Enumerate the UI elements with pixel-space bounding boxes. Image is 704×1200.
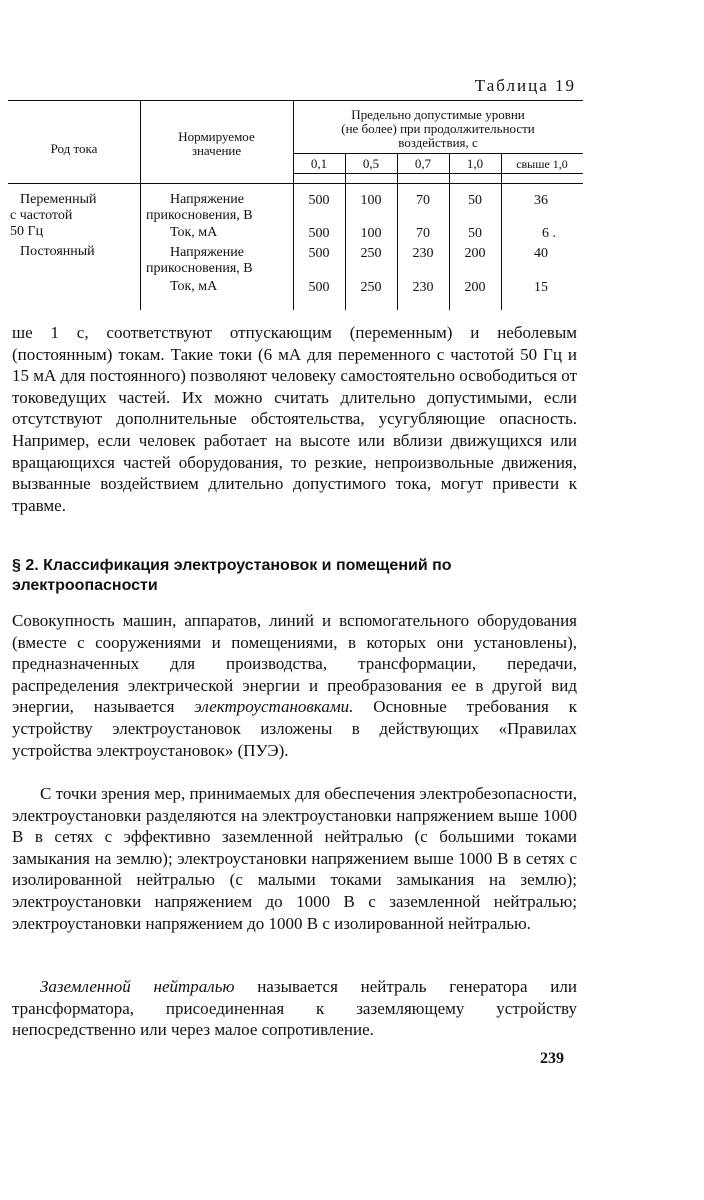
table-cell: 15 [534,280,548,295]
table-cell: 36 [534,193,548,208]
limits-table [8,100,583,310]
table-cell: 200 [464,280,486,295]
table-cell: 500 [308,226,330,241]
table-cell: 70 [416,226,430,241]
header-limit-levels: Предельно допустимые уровни (не более) при продолжительности воздействия, с [341,107,535,150]
page-number: 239 [540,1050,564,1067]
row-label-dc-current: Ток, мА [170,279,218,294]
term-electrical-installations: электроустановками. [194,697,354,717]
table-cell: 200 [464,246,486,261]
header-normed-value: Нормируемое значение [178,129,255,158]
paragraph-allowable-currents: ше 1 с, соответствуют отпускающим (переменным) и неболевым (постоянным) токам. Такие токи (6 мА для переменного с частотой 50 Гц и 15 мА для постоянного) позволяют человеку самостоятельно освободиться от токоведущих частей. Их можно считать длительно допустимыми, если отсутствуют дополнительные обстоятельства, усугубляющие опасность. Например, если человек работает на высоте или вблизи движущихся или вращающихся частей оборудования, то резкие, непроизвольные движения, вызванные воздействием длительно допустимого тока, могут привести к травме. [12,323,578,515]
table-caption: Таблица 19 [474,76,576,95]
row-label-dc-voltage: Напряжение прикосновения, В [146,245,253,276]
table-cell: 50 [468,226,482,241]
table-cell: 500 [308,246,330,261]
table-cell: 6 . [542,226,556,241]
term-grounded-neutral: Заземленной нейтралью [40,977,235,996]
table-cell: 500 [308,193,330,208]
table-cell: 100 [360,193,382,208]
table-cell: 250 [360,246,382,261]
duration-1-0: 1,0 [466,156,484,171]
row-label-ac-voltage: Напряжение прикосновения, В [146,192,253,223]
table-cell: 50 [468,193,482,208]
table-cell: 40 [534,246,548,261]
row-label-ac-current: Ток, мА [170,225,218,240]
table-cell: 500 [308,280,330,295]
table-cell: 230 [412,280,434,295]
table-cell: 100 [360,226,382,241]
section-heading: § 2. Классификация электроустановок и помещений по электроопасности [12,557,452,594]
current-type-ac: Переменный с частотой 50 Гц [10,192,97,239]
table-cell: 70 [416,193,430,208]
table-cell: 230 [412,246,434,261]
current-type-dc: Постоянный [20,244,95,259]
duration-over-1-0: свыше 1,0 [516,157,568,171]
header-current-type: Род тока [50,141,98,156]
paragraph-installation-classes: С точки зрения мер, принимаемых для обеспечения электробезопасности, электроустановки разделяются на электроустановки напряжением выше 1000 В в сетях с эффективно заземленной нейтралью (с большими токами замыкания на землю); электроустановки напряжением выше 1000 В в сетях с изолированной нейтралью (с малыми токами замыкания на землю); электроустановки напряжением до 1000 В с заземленной нейтралью; электроустановки напряжением до 1000 В с изолированной нейтралью. [12,784,577,933]
table-cell: 250 [360,280,382,295]
duration-0-5: 0,5 [362,156,380,171]
duration-0-7: 0,7 [414,156,432,171]
duration-0-1: 0,1 [310,156,328,171]
paragraph-grounded-neutral: Заземленной нейтралью называется нейтраль генератора или трансформатора, присоединенная к заземляющему устройству непосредственно или через малое сопротивление. [12,977,577,1040]
paragraph-electrical-installations: Совокупность машин, аппаратов, линий и вспомогательного оборудования (вместе с сооружениями и помещениями, в которых они установлены), предназначенных для производства, трансформации, передачи, распределения электрической энергии и преобразования ее в другой вид энергии, называется электроустановками. Основные требования к устройству электроустановок изложены в действующих «Правилах устройства электроустановок» (ПУЭ). [12,611,577,760]
